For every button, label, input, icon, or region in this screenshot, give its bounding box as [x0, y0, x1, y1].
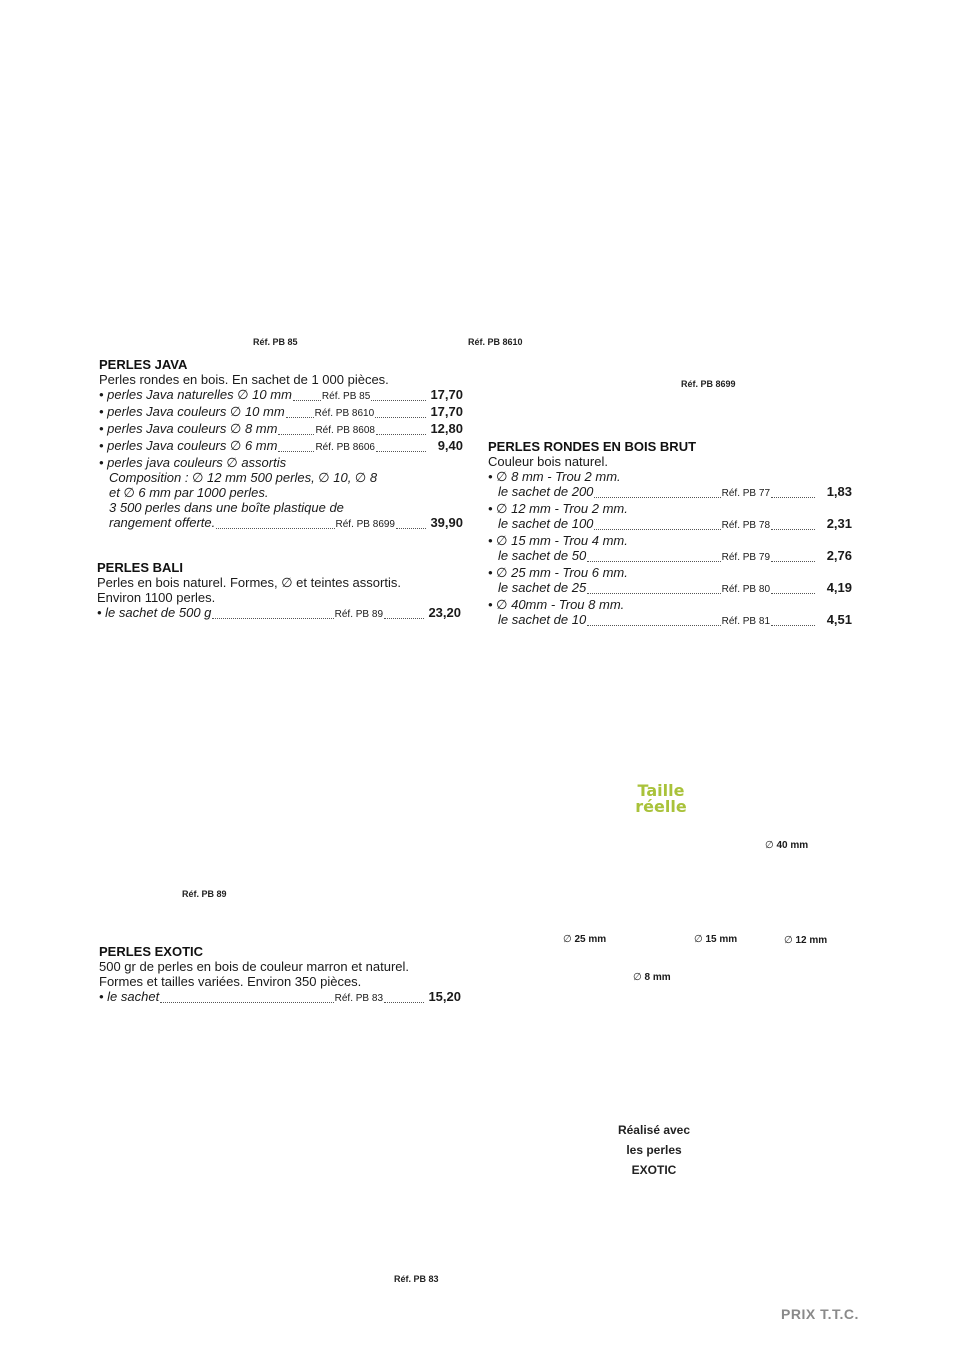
taille-line-1: Taille: [637, 781, 685, 800]
bali-item-label: • le sachet de 500 g: [97, 605, 212, 620]
java-item-1: [99, 404, 463, 421]
java-assortis-line2: Composition : ∅ 12 mm 500 perles, ∅ 10, ∅ 8: [109, 470, 378, 485]
prix-ttc-footer: PRIX T.T.C.: [781, 1306, 859, 1322]
java-item-price: 17,70: [430, 387, 463, 402]
java-assortis-line1: • perles java couleurs ∅ assortis: [99, 455, 287, 470]
java-section: [99, 357, 463, 532]
java-item-price: 9,40: [437, 438, 463, 453]
rondes-item-ref: Réf. PB 81: [721, 616, 770, 627]
exotic-item-price: 15,20: [428, 989, 461, 1004]
java-assortis-price: 39,90: [430, 515, 463, 530]
java-item-0: [99, 387, 463, 404]
rondes-desc: Couleur bois naturel.: [488, 454, 608, 469]
diameter-12-label: ∅ 12 mm: [784, 935, 828, 946]
rondes-section: [488, 439, 852, 629]
java-item-ref: Réf. PB 8610: [314, 408, 375, 419]
bali-title: PERLES BALI: [97, 560, 183, 575]
bali-desc-1: Perles en bois naturel. Formes, ∅ et teintes assortis.: [97, 575, 401, 590]
taille-line-2: réelle: [635, 797, 687, 816]
bali-item-price: 23,20: [428, 605, 461, 620]
exotic-desc-1: 500 gr de perles en bois de couleur marron et naturel.: [99, 959, 410, 974]
java-item-price: 12,80: [430, 421, 463, 436]
rondes-item-label: le sachet de 50: [498, 548, 587, 563]
java-item-price: 17,70: [430, 404, 463, 419]
java-item-ref: Réf. PB 85: [321, 391, 371, 402]
rondes-item-ref: Réf. PB 80: [721, 584, 770, 595]
rondes-item-label: le sachet de 200: [498, 484, 594, 499]
rondes-item-ref: Réf. PB 79: [721, 552, 770, 563]
exotic-item: [99, 989, 461, 1006]
ref-tag-pb8610: Réf. PB 8610: [468, 337, 523, 347]
rondes-item-0: [488, 484, 852, 501]
rondes-item-4: [488, 612, 852, 629]
java-desc: Perles rondes en bois. En sachet de 1 000 pièces.: [99, 372, 389, 387]
java-title: PERLES JAVA: [99, 357, 188, 372]
rondes-item-price: 1,83: [826, 484, 852, 499]
java-item-label: • perles Java couleurs ∅ 6 mm: [99, 438, 278, 453]
rondes-item-price: 2,76: [826, 548, 852, 563]
rondes-item-price: 4,19: [826, 580, 852, 595]
rondes-spec-1: • ∅ 12 mm - Trou 2 mm.: [488, 501, 628, 516]
bali-section: [97, 560, 461, 622]
java-assortis-line3: et ∅ 6 mm par 1000 perles.: [109, 485, 269, 500]
exotic-desc-2: Formes et tailles variées. Environ 350 pièces.: [99, 974, 362, 989]
exotic-title: PERLES EXOTIC: [99, 944, 204, 959]
rondes-item-label: le sachet de 10: [498, 612, 587, 627]
diameter-15-label: ∅ 15 mm: [694, 934, 738, 945]
java-assortis-line4: 3 500 perles dans une boîte plastique de: [109, 500, 344, 515]
rondes-item-label: le sachet de 100: [498, 516, 594, 531]
java-item-label: • perles Java couleurs ∅ 8 mm: [99, 421, 278, 436]
bali-item-ref: Réf. PB 89: [334, 609, 383, 620]
rondes-item-ref: Réf. PB 78: [721, 520, 770, 531]
diameter-40-label: ∅ 40 mm: [765, 840, 809, 851]
rondes-item-price: 2,31: [826, 516, 852, 531]
java-item-label: • perles Java naturelles ∅ 10 mm: [99, 387, 292, 402]
java-assortis-line5: rangement offerte. Réf. PB 8699 39,90: [109, 515, 463, 530]
realise-line-1: Réalisé avec: [617, 1123, 691, 1137]
java-item-3: [99, 438, 463, 455]
rondes-spec-3: • ∅ 25 mm - Trou 6 mm.: [488, 565, 628, 580]
rondes-item-price: 4,51: [826, 612, 852, 627]
exotic-section: [99, 944, 461, 1006]
ref-tag-pb85: Réf. PB 85: [253, 337, 298, 347]
ref-tag-pb83: Réf. PB 83: [394, 1274, 439, 1284]
java-item-label: • perles Java couleurs ∅ 10 mm: [99, 404, 285, 419]
rondes-item-3: [488, 580, 852, 597]
taille-reelle-label: [626, 783, 696, 815]
rondes-spec-0: • ∅ 8 mm - Trou 2 mm.: [488, 469, 621, 484]
rondes-item-label: le sachet de 25: [498, 580, 587, 595]
ref-tag-pb89: Réf. PB 89: [182, 889, 227, 899]
realise-line-3: EXOTIC: [631, 1163, 677, 1177]
ref-tag-pb8699: Réf. PB 8699: [681, 379, 736, 389]
java-item-2: [99, 421, 463, 438]
realise-caption: [604, 1120, 704, 1180]
exotic-item-label: • le sachet: [99, 989, 160, 1004]
java-item-ref: Réf. PB 8606: [315, 442, 375, 453]
exotic-item-ref: Réf. PB 83: [334, 993, 383, 1004]
rondes-spec-2: • ∅ 15 mm - Trou 4 mm.: [488, 533, 628, 548]
java-assortis-ref: Réf. PB 8699: [335, 519, 395, 530]
rondes-item-2: [488, 548, 852, 565]
rondes-title: PERLES RONDES EN BOIS BRUT: [488, 439, 697, 454]
diameter-8-label: ∅ 8 mm: [633, 972, 671, 983]
rondes-item-1: [488, 516, 852, 533]
realise-line-2: les perles: [626, 1143, 682, 1157]
rondes-spec-4: • ∅ 40mm - Trou 8 mm.: [488, 597, 625, 612]
diameter-25-label: ∅ 25 mm: [563, 934, 607, 945]
bali-item: [97, 605, 461, 622]
java-item-ref: Réf. PB 8608: [315, 425, 375, 436]
rondes-item-ref: Réf. PB 77: [721, 488, 770, 499]
bali-desc-2: Environ 1100 perles.: [97, 590, 216, 605]
